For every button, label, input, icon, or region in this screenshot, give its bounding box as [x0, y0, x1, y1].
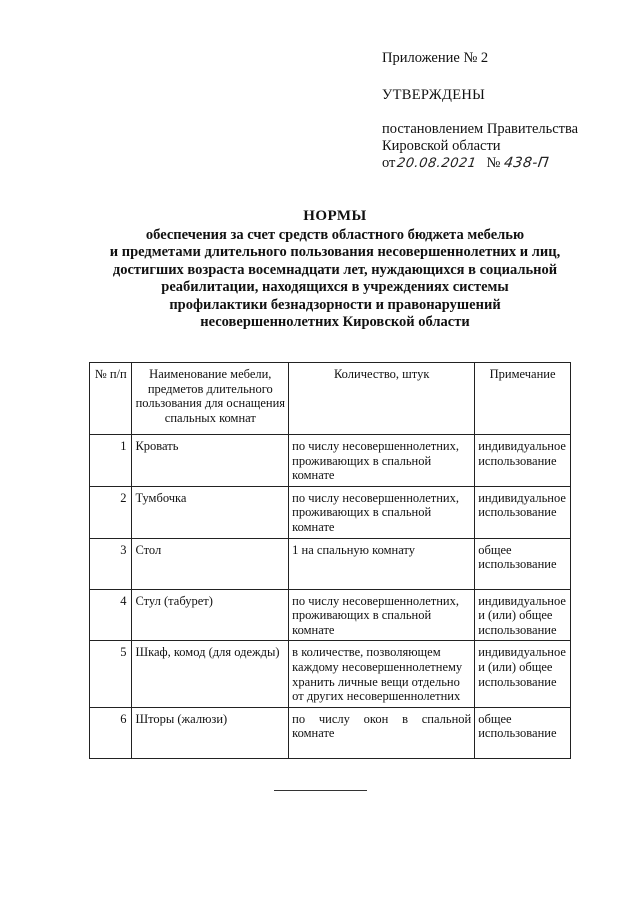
table-header-row — [90, 363, 571, 435]
title-line-2: и предметами длительного пользования несовершеннолетних и лиц, — [109, 244, 561, 260]
title-line-5: профилактики безнадзорности и правонарушений — [169, 296, 501, 313]
row-num: 2 — [90, 486, 132, 538]
row-qty: по числу несовершеннолетних, проживающих в спальной комнате — [289, 589, 475, 641]
appendix-label: Приложение № 2 — [382, 50, 489, 66]
row-qty: по числу несовершеннолетних, проживающих в спальной комнате — [289, 486, 475, 538]
row-num: 4 — [90, 589, 132, 641]
table-row — [90, 486, 571, 538]
title-line-4: реабилитации, находящихся в учреждениях системы — [161, 279, 509, 295]
decree-number-handwritten: 438-П — [503, 155, 551, 171]
decree-date-handwritten: 20.08.2021 — [396, 156, 478, 171]
row-qty: 1 на спальную комнату — [289, 538, 475, 589]
header-note: Примечание — [475, 363, 571, 435]
row-note: индивидуальное и (или) общее использование — [475, 641, 571, 707]
document-title — [90, 208, 580, 332]
header-num: № п/п — [90, 363, 132, 435]
row-qty: по числу несовершеннолетних, проживающих в спальной комнате — [289, 435, 475, 487]
decree-from: от — [382, 155, 396, 171]
row-name: Тумбочка — [132, 486, 289, 538]
row-num: 5 — [90, 641, 132, 707]
row-name: Шкаф, комод (для одежды) — [132, 641, 289, 707]
title-line-3: достигших возраста восемнадцати лет, нуждающихся в социальной — [112, 261, 558, 278]
title-main: НОРМЫ — [303, 208, 367, 224]
norms-table — [89, 362, 571, 759]
row-note: индивидуальное использование — [475, 435, 571, 487]
row-num: 3 — [90, 538, 132, 589]
table-row — [90, 538, 571, 589]
row-num: 6 — [90, 707, 132, 758]
row-num: 1 — [90, 435, 132, 487]
title-line-1: обеспечения за счет средств областного бюджета мебелью — [145, 226, 525, 243]
row-qty: в количестве, позволяющем каждому несовершеннолетнему хранить личные вещи отдельно от других несовершеннолетних — [289, 641, 475, 707]
table-row — [90, 435, 571, 487]
approved-label: УТВЕРЖДЕНЫ — [382, 87, 486, 103]
row-note: общее использование — [475, 707, 571, 758]
decree-block — [382, 121, 578, 172]
row-note: общее использование — [475, 538, 571, 589]
table-row — [90, 641, 571, 707]
row-note: индивидуальное использование — [475, 486, 571, 538]
decree-line-2: Кировской области — [382, 138, 501, 154]
row-name: Стол — [132, 538, 289, 589]
row-name: Стул (табурет) — [132, 589, 289, 641]
decree-date-line — [382, 155, 578, 172]
header-name: Наименование мебели, предметов длительного пользования для оснащения спальных комнат — [132, 363, 289, 435]
closing-divider — [274, 790, 367, 791]
decree-line-1: постановлением Правительства — [382, 121, 579, 137]
header-qty: Количество, штук — [289, 363, 475, 435]
table-row — [90, 707, 571, 758]
row-note: индивидуальное и (или) общее использование — [475, 589, 571, 641]
row-qty: по числу окон в спальной комнате — [289, 707, 475, 758]
row-name: Шторы (жалюзи) — [132, 707, 289, 758]
row-name: Кровать — [132, 435, 289, 487]
title-line-6: несовершеннолетних Кировской области — [200, 314, 470, 330]
table-row — [90, 589, 571, 641]
decree-number-sign: № — [486, 155, 501, 171]
